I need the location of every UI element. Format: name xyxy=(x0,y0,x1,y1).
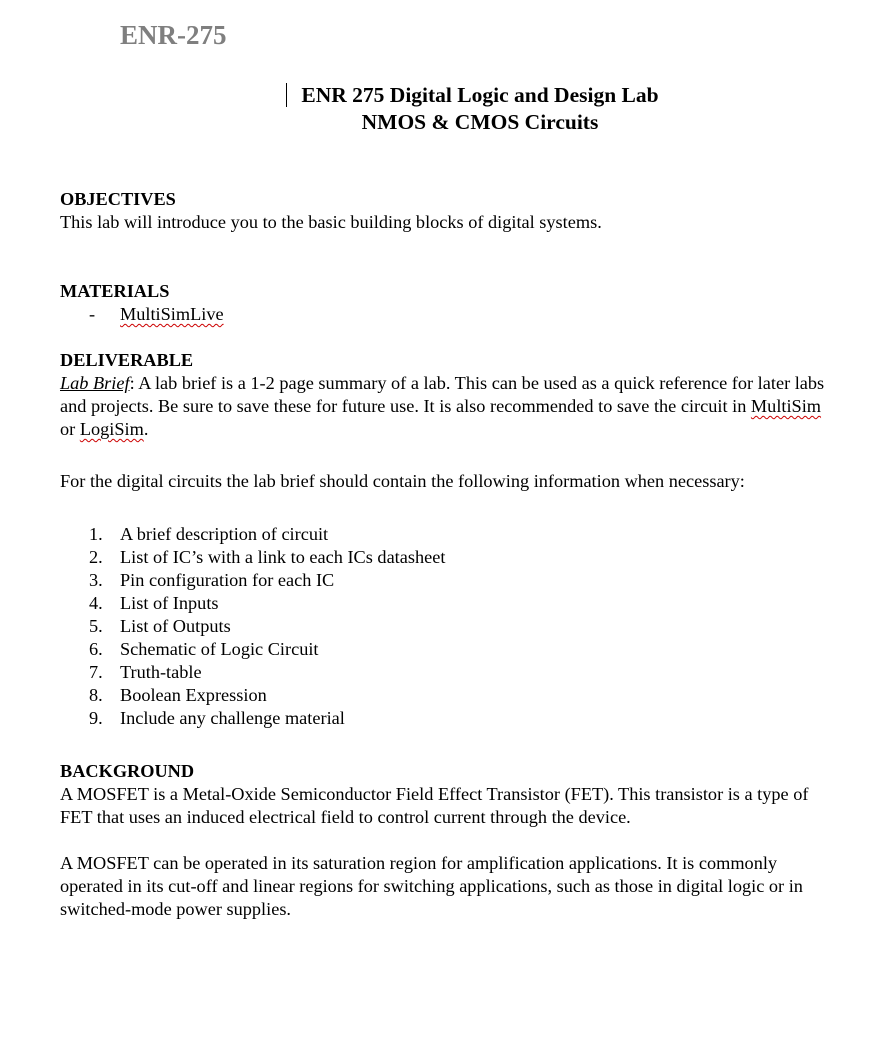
lab-brief-paragraph xyxy=(60,372,830,441)
lab-brief-text: : A lab brief is a 1-2 page summary of a lab. This can be used as a quick reference for later labs and projects. Be sure to save these for future use. It is also recommended to save the circuit in xyxy=(60,373,825,416)
lab-brief-label: Lab Brief xyxy=(60,373,130,393)
document-body[interactable] xyxy=(60,188,830,921)
document-title[interactable] xyxy=(286,82,674,136)
dash-bullet: - xyxy=(89,304,96,324)
deliverable-heading: DELIVERABLE xyxy=(60,350,194,370)
list-number: 3. xyxy=(89,570,103,590)
title-line-2: NMOS & CMOS Circuits xyxy=(361,110,599,134)
logisim-word: LogiSim xyxy=(79,419,144,439)
list-item xyxy=(60,615,830,638)
list-item xyxy=(60,684,830,707)
objectives-text: This lab will introduce you to the basic building blocks of digital systems. xyxy=(60,212,602,232)
title-line-1: ENR 275 Digital Logic and Design Lab xyxy=(301,83,659,107)
list-number: 7. xyxy=(89,662,103,682)
or-word: or xyxy=(60,419,80,439)
list-number: 2. xyxy=(89,547,103,567)
list-item xyxy=(60,303,830,326)
objectives-heading: OBJECTIVES xyxy=(60,189,176,209)
list-item xyxy=(60,638,830,661)
period: . xyxy=(143,419,149,439)
material-item-multisimlive: MultiSimLive xyxy=(120,304,224,324)
deliverable-list xyxy=(60,523,830,730)
list-item xyxy=(60,661,830,684)
list-item xyxy=(60,546,830,569)
list-item-text: List of Inputs xyxy=(120,593,219,613)
list-number: 6. xyxy=(89,639,103,659)
list-item xyxy=(60,569,830,592)
list-item xyxy=(60,707,830,730)
header-course-code: ENR-275 xyxy=(120,20,227,50)
materials-list xyxy=(60,303,830,326)
list-item-text: Boolean Expression xyxy=(120,685,267,705)
list-item-text: List of Outputs xyxy=(120,616,231,636)
background-paragraph-1: A MOSFET is a Metal-Oxide Semiconductor Field Effect Transistor (FET). This transistor is a type of FET that uses an induced electrical field to control current through the device. xyxy=(60,784,809,827)
list-item-text: A brief description of circuit xyxy=(120,524,329,544)
list-number: 9. xyxy=(89,708,103,728)
list-item xyxy=(60,523,830,546)
list-item xyxy=(60,592,830,615)
list-number: 4. xyxy=(89,593,103,613)
deliverable-intro: For the digital circuits the lab brief should contain the following information when necessary: xyxy=(60,471,745,491)
list-number: 5. xyxy=(89,616,103,636)
list-number: 8. xyxy=(89,685,103,705)
list-item-text: Truth-table xyxy=(120,662,202,682)
list-item-text: Schematic of Logic Circuit xyxy=(120,639,319,659)
materials-heading: MATERIALS xyxy=(60,281,170,301)
list-item-text: Include any challenge material xyxy=(120,708,345,728)
list-item-text: Pin configuration for each IC xyxy=(120,570,335,590)
list-item-text: List of IC’s with a link to each ICs datasheet xyxy=(120,547,446,567)
multisim-word: MultiSim xyxy=(750,396,822,416)
background-paragraph-2: A MOSFET can be operated in its saturation region for amplification applications. It is commonly operated in its cut-off and linear regions for switching applications, such as those in digital logic or in switched-mode power supplies. xyxy=(60,853,803,919)
list-number: 1. xyxy=(89,524,103,544)
background-heading: BACKGROUND xyxy=(60,761,195,781)
